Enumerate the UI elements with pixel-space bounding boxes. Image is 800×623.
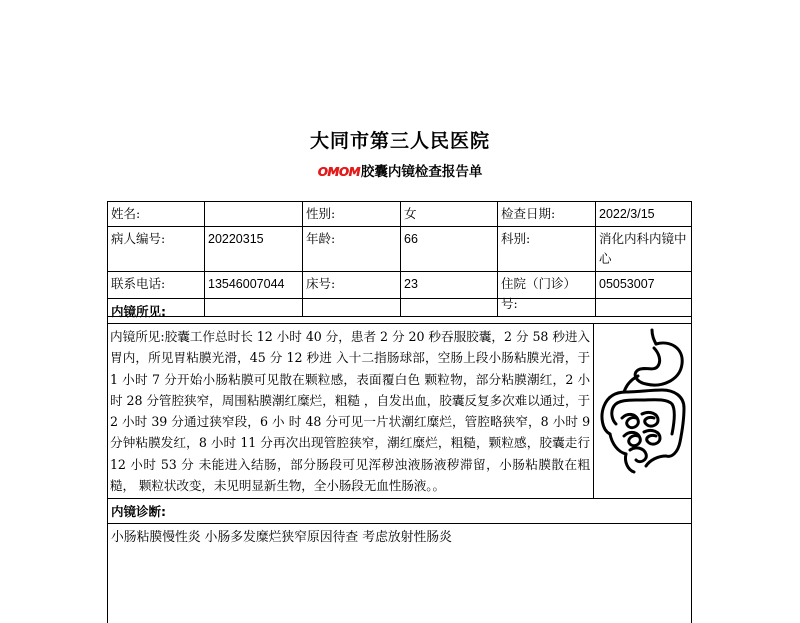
table-row [108, 299, 692, 324]
report-title: 胶囊内镜检查报告单 [360, 164, 483, 180]
name-label: 姓名: [108, 202, 205, 227]
table-row [108, 227, 692, 272]
omom-brand-logo: OMOM [317, 165, 360, 179]
hospital-name: 大同市第三人民医院 [309, 130, 490, 152]
patient-id-value: 20220315 [205, 227, 303, 272]
diagnosis-text: 小肠粘膜慢性炎 小肠多发糜烂狭窄原因待查 考虑放射性肠炎 [108, 524, 692, 623]
phone-value: 13546007044 [205, 272, 303, 317]
illustration-cell [594, 324, 692, 499]
table-row [108, 202, 692, 227]
table-row [108, 324, 692, 499]
findings-text: 内镜所见:胶囊工作总时长 12 小时 40 分，患者 2 分 20 秒吞服胶囊，2 分 58 秒进入胃内，所见胃粘膜光滑，45 分 12 秒进 入十二指肠球部，空肠上段小肠粘膜光滑，于 1 小时 7 分开始小肠粘膜可见散在颗粒感，表面覆白色 颗粒物，部分粘膜潮红，2 小时 28 分管腔狭窄，周围粘膜潮红糜烂，粗糙 ，自发出血，胶囊反复多次难以通过，于 2 小时 39 分通过狭窄段，6 小 时 48 分可见一片状潮红糜烂，管腔略狭窄，8 小时 9 分钟粘膜发红，8 小时 11 分再次出现管腔狭窄，潮红糜烂，粗糙，颗粒感，胶囊走行 12 小时 53 分 未能进入结肠，部分肠段可见浑秽浊液肠液秽滞留，小肠粘膜散在粗糙， 颗粒状改变，未见明显新生物，全小肠段无血性肠液。。 [108, 324, 594, 499]
table-row [108, 499, 692, 524]
department-label: 科别: [498, 227, 596, 272]
bed-label: 床号: [303, 272, 401, 317]
name-value [205, 202, 303, 227]
gender-label: 性别: [303, 202, 401, 227]
phone-label: 联系电话: [108, 272, 205, 317]
table-row [108, 524, 692, 623]
digestive-tract-icon [596, 326, 690, 476]
findings-heading: 内镜所见: [108, 299, 692, 324]
age-label: 年龄: [303, 227, 401, 272]
report-title-line [0, 160, 800, 180]
patient-id-label: 病人编号: [108, 227, 205, 272]
exam-date-value: 2022/3/15 [596, 202, 692, 227]
admission-value: 05053007 [596, 272, 692, 317]
exam-date-label: 检查日期: [498, 202, 596, 227]
gender-value: 女 [401, 202, 498, 227]
bed-value: 23 [401, 272, 498, 317]
department-value: 消化内科内镜中心 [596, 227, 692, 272]
age-value: 66 [401, 227, 498, 272]
diagnosis-heading: 内镜诊断: [108, 499, 692, 524]
admission-label: 住院（门诊）号: [498, 272, 596, 317]
report-body-table [107, 298, 692, 623]
